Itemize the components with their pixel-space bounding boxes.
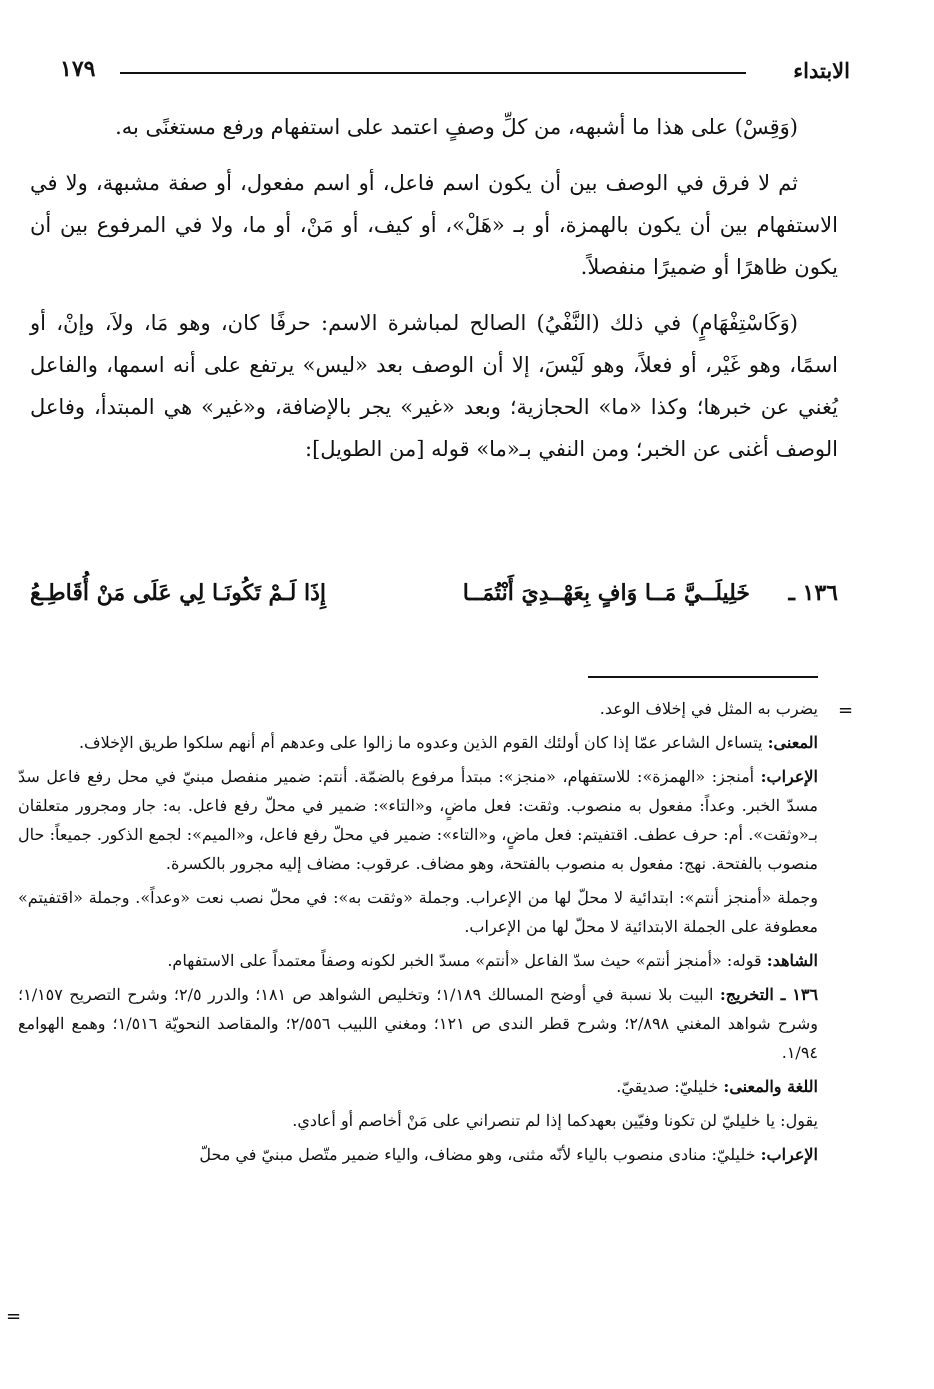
continuation-mark-bottom: =: [6, 1306, 22, 1327]
footnote-text: قوله: «أمنجز أنتم» حيث سدّ الفاعل «أنتم» مسدّ الخبر لكونه وصفاً معتمداً على الاستفهام.: [167, 951, 762, 970]
main-paragraph: (وَقِسْ) على هذا ما أشبهه، من كلِّ وصفٍ اعتمد على استفهام ورفع مستغنًى به.: [115, 115, 798, 139]
footnote-sources: [18, 980, 818, 1067]
footnote-meaning: [18, 728, 818, 757]
footnote-separator: [588, 676, 818, 678]
main-paragraph: ثم لا فرق في الوصف بين أن يكون اسم فاعل، أو اسم مفعول، أو صفة مشبهة، ولا في الاستفهام بين أن يكون بالهمزة، أو بـ «هَلْ»، أو كيف، أو مَنْ، أو ما، ولا في المرفوع بين أن يكون ظاهرًا أو ضميرًا منفصلاً.: [30, 171, 838, 279]
footnote-text: خليليّ: صديقيّ.: [616, 1077, 719, 1096]
header-rule: [120, 72, 746, 74]
footnote-label: الإعراب:: [760, 767, 818, 786]
footnote-evidence: [18, 946, 818, 975]
footnote-label: المعنى:: [767, 733, 818, 752]
verse-first-hemistich: خَلِيلَــيَّ مَــا وَافٍ بِعَهْــدِيَ أَنْتُمَــا: [462, 580, 750, 606]
footnote-parsing: [18, 1140, 818, 1169]
verse-second-hemistich: إِذَا لَـمْ تَكُونَـا لِي عَلَى مَنْ أُقَاطِـعُ: [30, 580, 326, 606]
footnote-language: [18, 1072, 818, 1101]
page-number: ١٧٩: [60, 56, 96, 82]
footnote-text: البيت بلا نسبة في أوضح المسالك ١/١٨٩؛ وتخليص الشواهد ص ١٨١؛ والدرر ٢/٥؛ وشرح التصريح ١/١٥٧؛ وشرح شواهد المغني ٢/٨٩٨؛ وشرح قطر الندى ص ١٢١؛ ومغني اللبيب ٢/٥٥٦؛ والمقاصد النحويّة ١/٥١٦؛ وهمع الهوامع ١/٩٤.: [18, 985, 818, 1062]
verse-number: ١٣٦ ـ: [788, 580, 838, 606]
footnote-line: يضرب به المثل في إخلاف الوعد.: [599, 699, 818, 718]
footnote-label: الشاهد:: [766, 951, 818, 970]
footnote-label: ١٣٦ ـ التخريج:: [719, 985, 819, 1004]
running-title: الابتداء: [793, 58, 850, 83]
poetry-verse: [30, 574, 838, 626]
page-header: [60, 56, 850, 90]
main-text: [30, 106, 838, 470]
continuation-mark-top: =: [838, 700, 854, 721]
footnote-text: خليليّ: منادى منصوب بالياء لأنّه مثنى، وهو مضاف، والياء ضمير متّصل مبنيّ في محلّ: [199, 1145, 756, 1164]
footnote-line: يقول: يا خليليّ لن تكونا وفيّين بعهدكما إذا لم تنصراني على مَنْ أخاصم أو أعادي.: [292, 1111, 818, 1130]
footnote-text: أمنجز: «الهمزة»: للاستفهام، «منجز»: مبتدأ مرفوع بالضمّة. أنتم: ضمير منفصل مبنيّ في محل رفع فاعل سدّ مسدّ الخبر. وعداً: مفعول به منصوب. وثقت: فعل ماضٍ، و«التاء»: ضمير في محلّ رفع فاعل. به: جار ومجرور متعلقان بـ«وثقت». أم: حرف عطف. اقتفيتم: فعل ماضٍ، و«التاء»: ضمير في محلّ رفع فاعل، و«الميم»: لجمع الذكور. جميعاً: حال منصوب بالفتحة. نهج: مفعول به منصوب بالفتحة، وهو مضاف. عرقوب: مضاف إليه مجرور بالكسرة.: [18, 767, 819, 873]
footnotes: [18, 694, 818, 1169]
footnote-parsing: [18, 762, 818, 878]
footnote-text: يتساءل الشاعر عمّا إذا كان أولئك القوم الذين وعدوه ما زالوا على وعدهم أم أنهم سلكوا طريق الإخلاف.: [78, 733, 763, 752]
footnote-label: الإعراب:: [760, 1145, 818, 1164]
main-paragraph: (وَكَاسْتِفْهَامٍ) في ذلك (النَّفْيُ) الصالح لمباشرة الاسم: حرفًا كان، وهو مَا، ولاَ، وإنْ، أو اسمًا، وهو غَيْر، أو فعلاً، وهو لَيْسَ، إلا أن الوصف بعد «ليس» يرتفع على أنه اسمها، والفاعل يُغني عن خبرها؛ وكذا «ما» الحجازية؛ وبعد «غير» يجر بالإضافة، و«غير» هي المبتدأ، وفاعل الوصف أغنى عن الخبر؛ ومن النفي بـ«ما» قوله [من الطويل]:: [30, 311, 838, 461]
footnote-label: اللغة والمعنى:: [723, 1077, 818, 1096]
footnote-line: وجملة «أمنجز أنتم»: ابتدائية لا محلّ لها من الإعراب. وجملة «وثقت به»: في محلّ نصب نعت «وعداً». وجملة «اقتفيتم» معطوفة على الجملة الابتدائية لا محلّ لها من الإعراب.: [18, 888, 818, 936]
